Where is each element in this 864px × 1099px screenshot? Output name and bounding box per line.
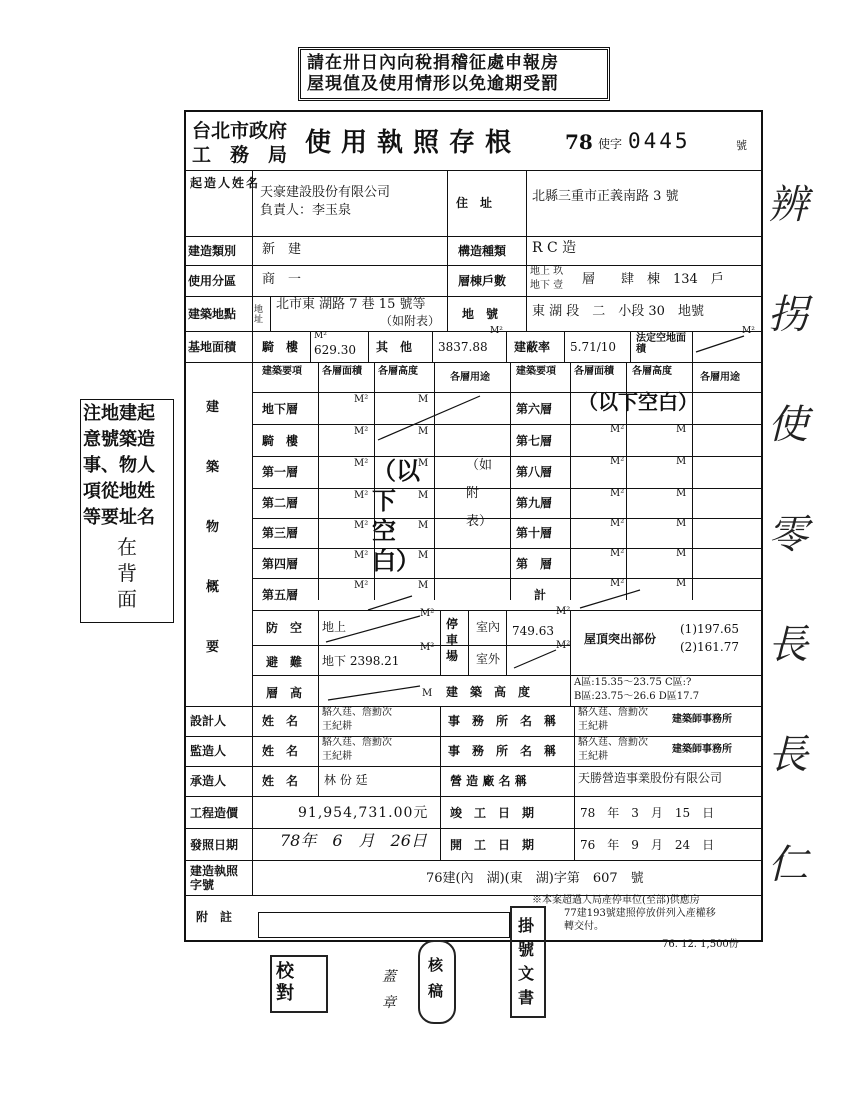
- fangkong-label: 防 空: [266, 621, 303, 635]
- qita-value: 3837.88: [438, 340, 488, 354]
- qilou-label: 騎 樓: [262, 340, 299, 354]
- floor-10: 第十層: [516, 526, 553, 540]
- unit-m2: M²: [354, 490, 369, 501]
- address-label: 住 址: [456, 196, 493, 210]
- fangkong-sub: 地上: [322, 620, 347, 634]
- supervisor-label: 監造人: [190, 744, 227, 758]
- unit-m: M: [418, 520, 429, 531]
- unit-m: M: [676, 548, 687, 559]
- site-label: 建築地點: [188, 307, 237, 321]
- site-sub: 地址: [254, 305, 264, 325]
- done-label: 竣 工 日 期: [450, 806, 535, 820]
- floor-5: 第五層: [262, 588, 299, 602]
- unit-m: M: [676, 424, 687, 435]
- land-value: 東 湖 段 二 小段 30 地號: [532, 304, 704, 319]
- floor-1: 第一層: [262, 465, 299, 479]
- ratio-value: 5.71/10: [570, 340, 617, 354]
- zone-value: 商 一: [262, 272, 302, 287]
- contractor-company: 天勝營造事業股份有限公司: [578, 771, 723, 785]
- issue-value: 78年 6 月 26日: [280, 831, 427, 850]
- permit-year: 78: [565, 130, 593, 154]
- site-address: 北市東 湖路 7 巷 15 號等: [276, 297, 426, 312]
- note-line3: 轉交付。: [564, 921, 604, 932]
- designer-office-suffix: 建築師事務所: [672, 714, 732, 725]
- type-label: 建造類別: [188, 244, 237, 258]
- unit-m2: M²: [354, 550, 369, 561]
- open-unit: M²: [742, 326, 755, 336]
- qilou-unit: M²: [314, 331, 327, 341]
- unit-m2: M²: [354, 580, 369, 591]
- designer-office-label: 事 務 所 名 稱: [448, 714, 557, 728]
- unit-m2: M²: [354, 458, 369, 469]
- supervisor-name: 駱久莛、詹勳次: [322, 737, 392, 748]
- zone-label: 使用分區: [188, 274, 237, 288]
- notes-label: 附 註: [196, 910, 233, 924]
- area-label: 基地面積: [188, 340, 237, 354]
- height-label: 建 築 高 度: [446, 685, 531, 699]
- supervisor-office: 駱久莛、詹勳次: [578, 737, 648, 748]
- unit-m: M: [676, 518, 687, 529]
- done-value: 78 年 3 月 15 日: [580, 806, 715, 820]
- unit-m: M: [418, 426, 429, 437]
- side-line2: 意號築造: [83, 429, 155, 450]
- height-a: A區:15.35～23.75 C區:?: [574, 677, 692, 688]
- floor-7: 第七層: [516, 434, 553, 448]
- binan-unit: M²: [420, 642, 435, 653]
- cost-label: 工程造價: [190, 806, 239, 820]
- permit-value: 76建(內 湖)(東 湖)字第 607 號: [426, 871, 644, 886]
- col-use-left: 各層用途: [450, 372, 490, 383]
- land-label: 地 號: [462, 307, 499, 321]
- designer-name: 駱久莛、詹勳次: [322, 707, 392, 718]
- unit-m: M: [676, 578, 687, 589]
- side-line1: 注地建起: [83, 403, 155, 424]
- floor-8: 第八層: [516, 465, 553, 479]
- note-line2: 77建193號建照停放併列入產權移: [564, 908, 716, 919]
- builder-rep: 負責人：李玉泉: [260, 203, 352, 218]
- floor-total: 計: [534, 588, 547, 602]
- side-tail1: 在: [117, 535, 137, 559]
- cost-value: 91,954,731.00元: [298, 805, 429, 821]
- site-attached: （如附表）: [380, 314, 441, 328]
- right-margin-handwriting: 辨 拐 使 零 長 長 仁: [768, 182, 808, 888]
- unit-m2: M²: [610, 518, 625, 529]
- unit-m: M: [418, 550, 429, 561]
- floors-label: 層棟戶數: [458, 274, 507, 288]
- floor-3: 第三層: [262, 526, 299, 540]
- unit-m2: M²: [354, 394, 369, 405]
- binan-sub: 地下 2398.21: [322, 654, 400, 668]
- unit-m: M: [676, 488, 687, 499]
- height-b: B區:23.75～26.6 D區17.7: [574, 691, 700, 702]
- permit-hao: 號: [736, 139, 747, 152]
- note-line1: ※本案超過人局產停車位(至部)供應房: [532, 895, 700, 906]
- indoor-unit: M²: [556, 606, 571, 617]
- blank-note-right: （以下空白）: [578, 390, 698, 414]
- permit-label: 建造執照字號: [190, 864, 239, 892]
- col-item-right: 建築要項: [516, 366, 556, 377]
- issue-label: 發照日期: [190, 838, 239, 852]
- unit-m2: M²: [610, 548, 625, 559]
- side-line4: 項從地姓: [83, 481, 155, 502]
- permit-char: 使字: [598, 137, 623, 151]
- unit-m2: M²: [354, 426, 369, 437]
- start-label: 開 工 日 期: [450, 838, 535, 852]
- unit-m2: M²: [610, 424, 625, 435]
- indoor-value: 749.63: [512, 624, 554, 638]
- contractor-label: 承造人: [190, 774, 227, 788]
- unit-m2: M²: [610, 456, 625, 467]
- unit-m2: M²: [610, 488, 625, 499]
- seal-stamp-3: 蓋章: [382, 969, 396, 1011]
- side-line3: 事、物人: [83, 455, 155, 476]
- floors-above: 地上 玖: [530, 266, 564, 277]
- col-height-right: 各層高度: [632, 366, 672, 377]
- qita-unit: M²: [490, 326, 503, 336]
- supervisor-name-label: 姓 名: [262, 744, 299, 758]
- contractor-name-label: 姓 名: [262, 774, 299, 788]
- supervisor-name2: 王紀耕: [322, 751, 352, 762]
- unit-m: M: [418, 580, 429, 591]
- designer-name-label: 姓 名: [262, 714, 299, 728]
- col-area-left: 各層面積: [322, 366, 362, 377]
- start-value: 76 年 9 月 24 日: [580, 838, 715, 852]
- unit-m2: M²: [354, 520, 369, 531]
- notice-line2: 屋現值及使用情形以免逾期受罰: [307, 74, 559, 94]
- floor-4: 第四層: [262, 557, 299, 571]
- seal-stamp-2: 核稿: [418, 940, 456, 1024]
- notes-inner-box: [258, 912, 510, 938]
- side-tail3: 面: [117, 587, 137, 611]
- col-use-right: 各層用途: [700, 372, 740, 383]
- roof-value1: (1)197.65: [680, 622, 739, 636]
- address-value: 北縣三重市正義南路 3 號: [532, 189, 679, 204]
- floor-qilou: 騎 樓: [262, 434, 299, 448]
- builder-name: 天豪建設股份有限公司: [260, 185, 391, 200]
- agency-line1: 台北市政府: [192, 120, 288, 142]
- supervisor-office-label: 事 務 所 名 稱: [448, 744, 557, 758]
- qilou-value: 629.30: [314, 343, 356, 357]
- designer-office: 駱久莛、詹勳次: [578, 707, 648, 718]
- col-height-left: 各層高度: [378, 366, 418, 377]
- fangkong-unit: M²: [420, 608, 435, 619]
- permit-number: 0445: [628, 129, 691, 153]
- designer-label: 設計人: [190, 714, 227, 728]
- side-notice: [80, 399, 174, 623]
- struct-value: R C 造: [532, 240, 577, 256]
- parking-label: 停車場: [446, 617, 459, 663]
- supervisor-office-suffix: 建築師事務所: [672, 744, 732, 755]
- unit-m: M: [676, 456, 687, 467]
- floors-count: 層 肆 棟 134 戶: [582, 272, 724, 287]
- floor-n: 第 層: [516, 557, 553, 571]
- binan-label: 避 難: [266, 655, 303, 669]
- unit-m: M: [418, 490, 429, 501]
- unit-m: M: [418, 394, 429, 405]
- contractor-company-label: 營 造 廠 名 稱: [450, 774, 527, 788]
- type-value: 新 建: [262, 242, 302, 257]
- form-footer: 76. 12. 1,500份: [662, 939, 739, 950]
- designer-name2: 王紀耕: [322, 721, 352, 732]
- document-title: 使用執照存根: [305, 128, 522, 158]
- side-tail2: 背: [117, 561, 137, 585]
- outdoor-label: 室外: [476, 652, 501, 666]
- col-area-right: 各層面積: [574, 366, 614, 377]
- col-item-left: 建築要項: [262, 366, 302, 377]
- building-side-label: 建築物概要: [206, 400, 220, 655]
- contractor-name: 林 份 廷: [324, 773, 368, 787]
- attached-note: （如附表）: [466, 458, 493, 529]
- floors-below: 地下 壹: [530, 280, 564, 291]
- unit-m2: M²: [610, 578, 625, 589]
- outdoor-unit: M²: [556, 640, 571, 651]
- open-label: 法定空地面積: [636, 333, 686, 355]
- floor-2: 第二層: [262, 496, 299, 510]
- agency-line2: 工 務 局: [192, 144, 288, 166]
- floor-6: 第六層: [516, 402, 553, 416]
- blank-note-left: （以下空白）: [372, 456, 420, 575]
- floor-b1: 地下層: [262, 402, 299, 416]
- unit-m: M: [418, 458, 429, 469]
- floor-9: 第九層: [516, 496, 553, 510]
- supervisor-office2: 王紀耕: [578, 751, 608, 762]
- builder-label: 起造人姓名: [190, 176, 261, 190]
- side-line5: 等要址名: [83, 507, 155, 528]
- roof-label: 屋頂突出部份: [584, 632, 657, 646]
- designer-office2: 王紀耕: [578, 721, 608, 732]
- ratio-label: 建蔽率: [514, 340, 551, 354]
- notice-line1: 請在卅日內向稅捐稽征處申報房: [307, 53, 559, 73]
- struct-label: 構造種類: [458, 244, 507, 258]
- qita-label: 其 他: [376, 340, 413, 354]
- seal-stamp-4: 掛號文書: [510, 906, 546, 1018]
- indoor-label: 室內: [476, 620, 501, 634]
- cenggao-unit: M: [422, 688, 433, 699]
- seal-stamp-1: 校對: [270, 955, 328, 1013]
- roof-value2: (2)161.77: [680, 640, 739, 654]
- cenggao-label: 層 高: [266, 686, 303, 700]
